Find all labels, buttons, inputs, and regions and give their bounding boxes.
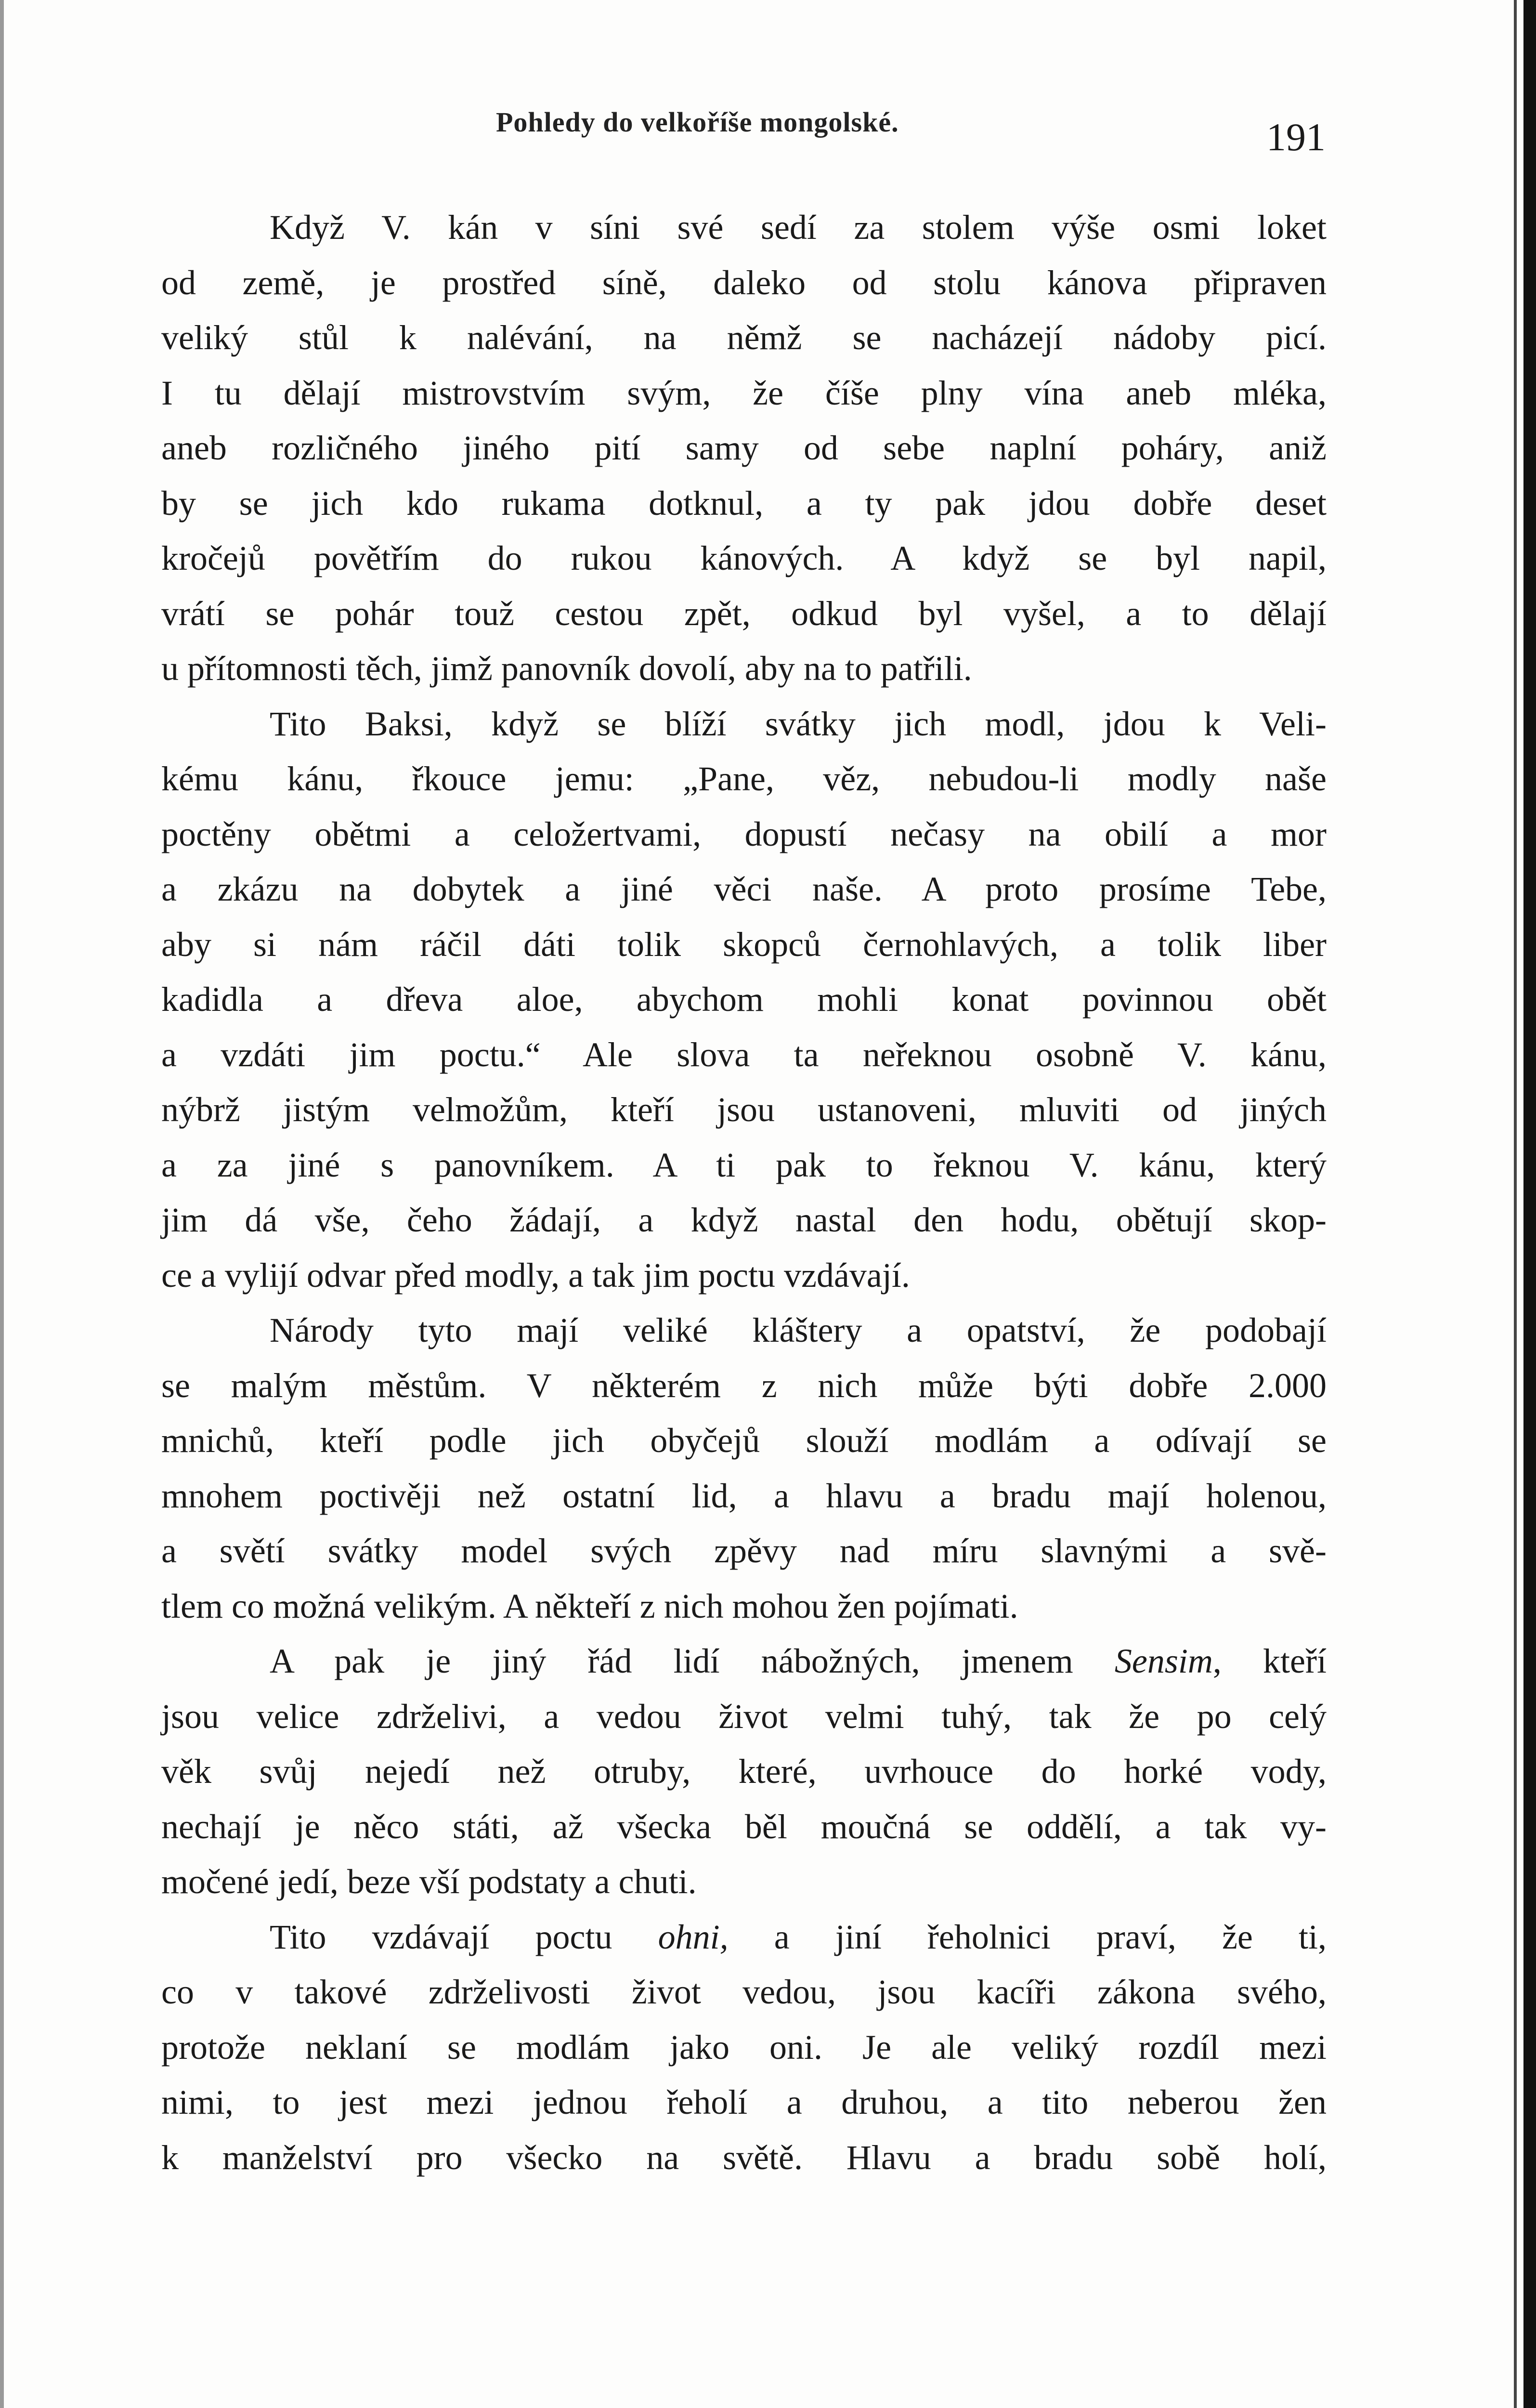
page-right-gutter-line bbox=[1514, 0, 1517, 2408]
text-line: co v takové zdrželivosti život vedou, jsou kacíři zákona svého, bbox=[161, 1973, 1327, 2011]
text-line: vrátí se pohár touž cestou zpět, odkud byl vyšel, a to dělají bbox=[161, 594, 1327, 633]
page-number: 191 bbox=[1266, 115, 1326, 159]
text-line: Když V. kán v síni své sedí za stolem výše osmi loket bbox=[270, 208, 1327, 247]
text-line: veliký stůl k nalévání, na němž se nacházejí nádoby picí. bbox=[161, 318, 1327, 357]
text-line: nýbrž jistým velmožům, kteří jsou ustanoveni, mluviti od jiných bbox=[161, 1090, 1327, 1129]
text-line bbox=[161, 1634, 1327, 1689]
text-line: mnichů, kteří podle jich obyčejů slouží modlám a odívají se bbox=[161, 1421, 1327, 1460]
text-line: kému kánu, řkouce jemu: „Pane, věz, nebudou-li modly naše bbox=[161, 759, 1327, 798]
text-line bbox=[161, 1910, 1327, 1965]
text-line: nimi, to jest mezi jednou řeholí a druhou, a tito neberou žen bbox=[161, 2083, 1327, 2121]
text-line: mnohem poctivěji než ostatní lid, a hlavu a bradu mají holenou, bbox=[161, 1476, 1327, 1515]
text-line: poctěny obětmi a celožertvami, dopustí nečasy na obilí a mor bbox=[161, 814, 1327, 853]
text-line: Národy tyto mají veliké kláštery a opatství, že podobají bbox=[270, 1311, 1327, 1349]
text-line: kadidla a dřeva aloe, abychom mohli konat povinnou obět bbox=[161, 980, 1327, 1019]
text-line: by se jich kdo rukama dotknul, a ty pak jdou dobře deset bbox=[161, 484, 1327, 523]
text-line: kročejů povětřím do rukou kánových. A když se byl napil, bbox=[161, 539, 1327, 577]
italic-term: Sensim bbox=[1114, 1642, 1213, 1680]
text-line: aby si nám ráčil dáti tolik skopců černohlavých, a tolik liber bbox=[161, 925, 1327, 964]
text-line: I tu dělají mistrovstvím svým, že číše plny vína aneb mléka, bbox=[161, 373, 1327, 412]
text-line: Tito Baksi, když se blíží svátky jich modl, jdou k Veli- bbox=[270, 704, 1327, 743]
running-title: Pohledy do velkoříše mongolské. bbox=[496, 106, 899, 138]
text-line: protože neklaní se modlám jako oni. Je ale veliký rozdíl mezi bbox=[161, 2028, 1327, 2067]
text-line: a za jiné s panovníkem. A ti pak to řeknou V. kánu, který bbox=[161, 1145, 1327, 1184]
body-text bbox=[161, 200, 1327, 2185]
text-segment: , kteří bbox=[1212, 1642, 1327, 1680]
text-line: jim dá vše, čeho žádají, a když nastal den hodu, obětují skop- bbox=[161, 1201, 1327, 1239]
text-line: a zkázu na dobytek a jiné věci naše. A proto prosíme Tebe, bbox=[161, 870, 1327, 908]
text-line: a světí svátky model svých zpěvy nad míru slavnými a svě- bbox=[161, 1531, 1327, 1570]
text-line: tlem co možná velikým. A někteří z nich mohou žen pojímati. bbox=[161, 1586, 1018, 1625]
text-line: věk svůj nejedí než otruby, které, uvrhouce do horké vody, bbox=[161, 1752, 1327, 1791]
text-line: jsou velice zdrželivi, a vedou život velmi tuhý, tak že po celý bbox=[161, 1697, 1327, 1736]
text-line: k manželství pro všecko na světě. Hlavu a bradu sobě holí, bbox=[161, 2138, 1327, 2177]
text-segment: a jiní řeholnici praví, že ti, bbox=[728, 1917, 1327, 1956]
text-segment: A pak je jiný řád lidí nábožných, jmenem bbox=[270, 1642, 1115, 1680]
text-line: močené jedí, beze vší podstaty a chuti. bbox=[161, 1862, 697, 1901]
text-segment: Tito vzdávají poctu bbox=[270, 1917, 658, 1956]
text-line: se malým městům. V některém z nich může býti dobře 2.000 bbox=[161, 1366, 1327, 1405]
text-line: od země, je prostřed síně, daleko od stolu kánova připraven bbox=[161, 263, 1327, 302]
text-line: ce a vylijí odvar před modly, a tak jim poctu vzdávají. bbox=[161, 1256, 910, 1295]
italic-term: ohni, bbox=[658, 1917, 729, 1956]
text-line: nechají je něco státi, až všecka běl moučná se oddělí, a tak vy- bbox=[161, 1807, 1327, 1846]
text-line: aneb rozličného jiného pití samy od sebe naplní poháry, aniž bbox=[161, 429, 1327, 467]
text-line: a vzdáti jim poctu.“ Ale slova ta neřeknou osobně V. kánu, bbox=[161, 1035, 1327, 1074]
page-right-edge bbox=[1523, 0, 1536, 2408]
page-left-edge bbox=[0, 0, 4, 2408]
text-line: u přítomnosti těch, jimž panovník dovolí, aby na to patřili. bbox=[161, 649, 972, 688]
